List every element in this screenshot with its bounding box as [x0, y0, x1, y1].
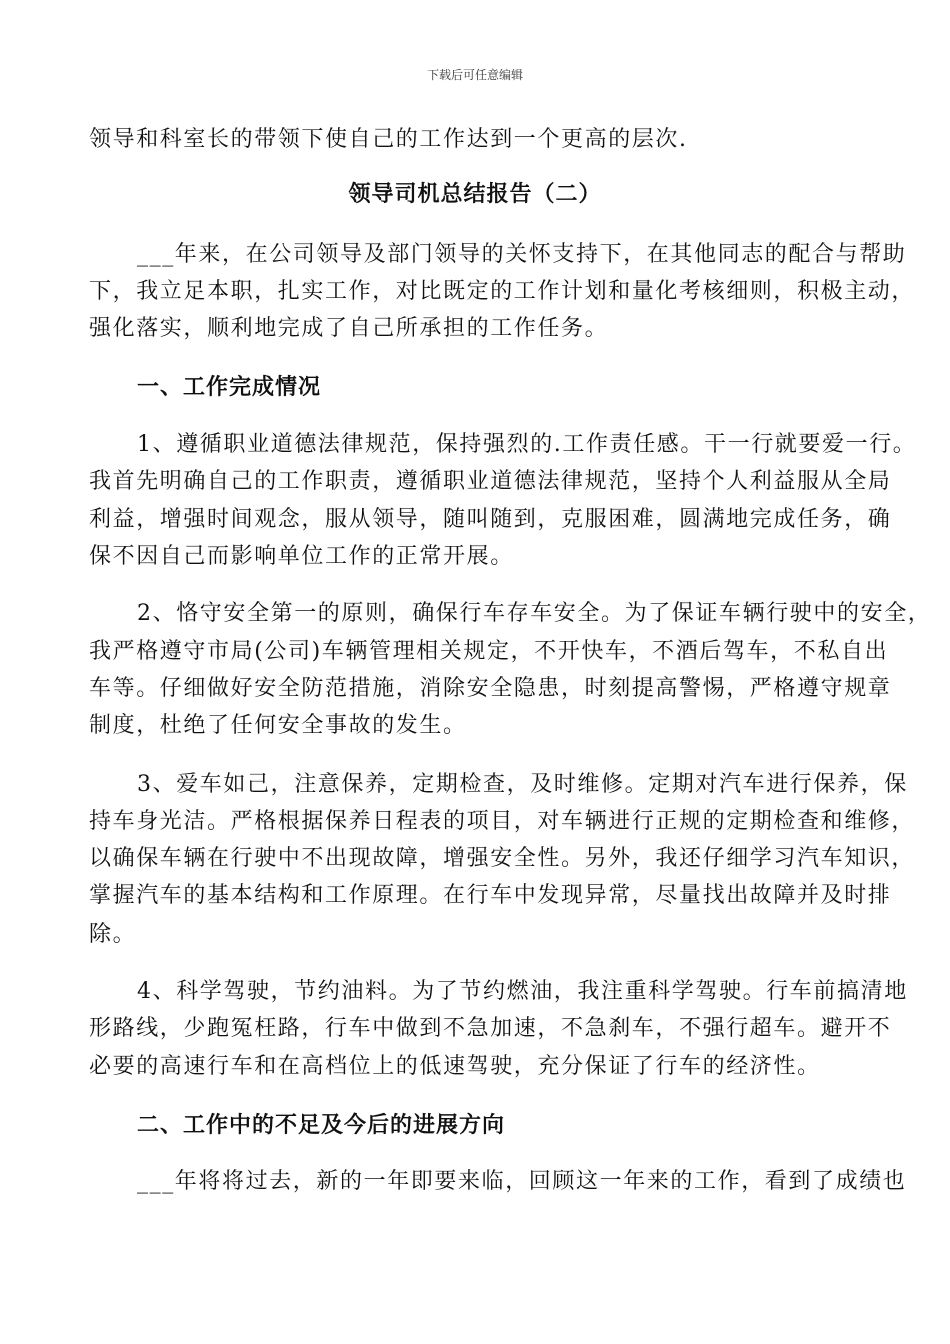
text-line: 强化落实，顺利地完成了自己所承担的工作任务。: [89, 316, 609, 341]
text-line: ___年来，在公司领导及部门领导的关怀支持下，在其他同志的配合与帮助: [137, 242, 907, 267]
text-line: 我严格遵守市局(公司)车辆管理相关规定，不开快车，不酒后驾车，不私自出: [89, 639, 889, 664]
text-line: 领导和科室长的带领下使自己的工作达到一个更高的层次.: [89, 127, 688, 152]
text-line: 制度，杜绝了任何安全事故的发生。: [89, 713, 467, 738]
text-line: 下，我立足本职，扎实工作，对比既定的工作计划和量化考核细则，积极主动，: [89, 279, 916, 304]
text-line: 以确保车辆在行驶中不出现故障，增强安全性。另外，我还仔细学习汽车知识，: [89, 846, 916, 871]
text-line: 除。: [89, 922, 137, 947]
text-line: 利益，增强时间观念，服从领导，随叫随到，克服困难，圆满地完成任务，确: [89, 507, 892, 532]
text-line: 持车身光洁。严格根据保养日程表的项目，对车辆进行正规的定期检查和维修，: [89, 809, 916, 834]
header-note: 下载后可任意编辑: [426, 68, 523, 82]
text-line: 我首先明确自己的工作职责，遵循职业道德法律规范，坚持个人利益服从全局: [89, 469, 892, 494]
text-line: 必要的高速行车和在高档位上的低速驾驶，充分保证了行车的经济性。: [89, 1054, 821, 1079]
text-line: 4、科学驾驶，节约油料。为了节约燃油，我注重科学驾驶。行车前搞清地: [137, 979, 908, 1004]
text-line: 形路线，少跑冤枉路，行车中做到不急加速，不急刹车，不强行超车。避开不: [89, 1016, 892, 1041]
text-line: 掌握汽车的基本结构和工作原理。在行车中发现异常，尽量找出故障并及时排: [89, 883, 892, 908]
heading-work-completion: 一、工作完成情况: [137, 375, 322, 400]
text-line: 保不因自己而影响单位工作的正常开展。: [89, 544, 514, 569]
text-line: ___年将将过去，新的一年即要来临，回顾这一年来的工作，看到了成绩也: [137, 1169, 907, 1194]
heading-shortcomings: 二、工作中的不足及今后的进展方向: [137, 1113, 506, 1138]
text-line: 1、遵循职业道德法律规范，保持强烈的.工作责任感。干一行就要爱一行。: [137, 432, 917, 457]
text-line: 3、爱车如己，注意保养，定期检查，及时维修。定期对汽车进行保养，保: [137, 772, 908, 797]
text-line: 2、恪守安全第一的原则，确保行车存车安全。为了保证车辆行驶中的安全，: [137, 601, 932, 626]
section-title: 领导司机总结报告（二）: [348, 182, 602, 207]
text-line: 车等。仔细做好安全防范措施，消除安全隐患，时刻提高警惕，严格遵守规章: [89, 676, 892, 701]
